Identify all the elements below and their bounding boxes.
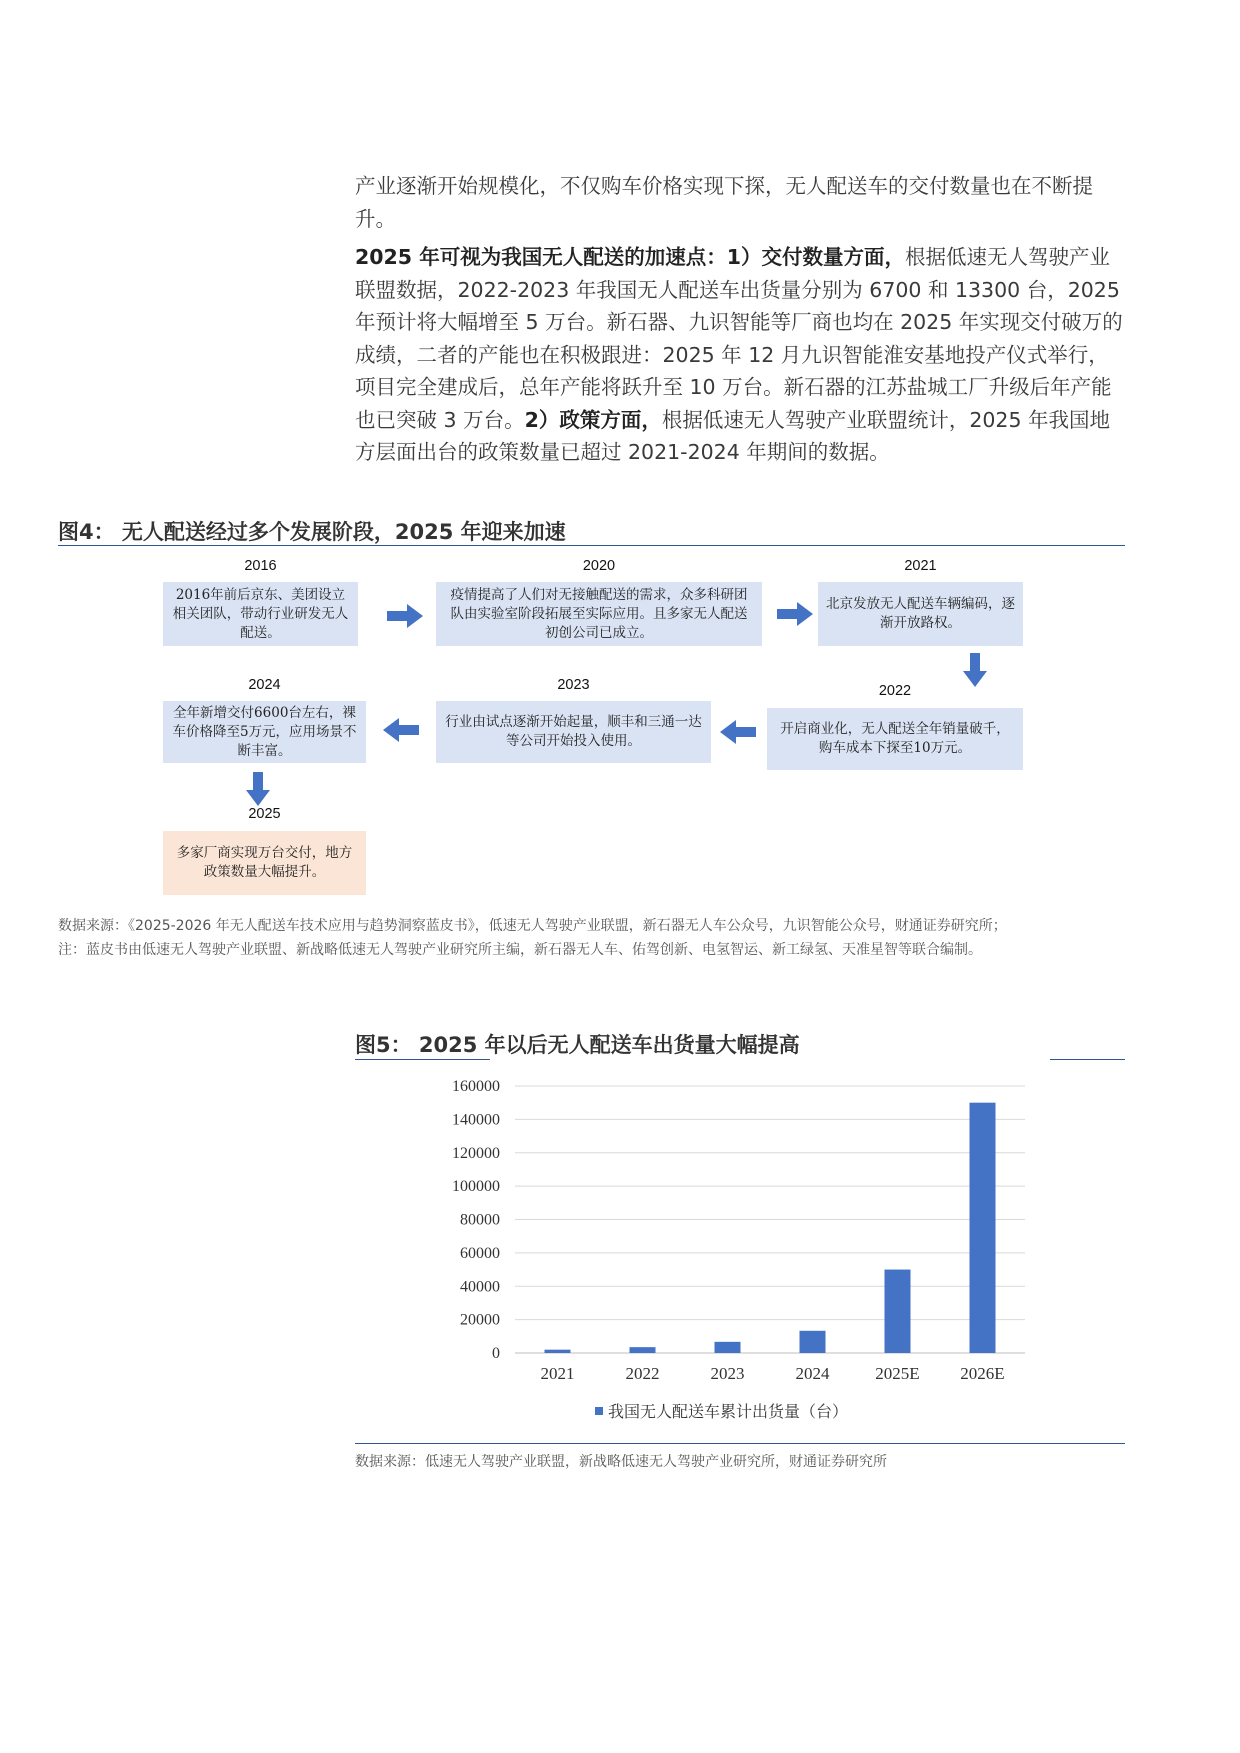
bar-2022: [630, 1347, 656, 1353]
y-tick-label: 80000: [460, 1211, 500, 1229]
paragraph-intro: 产业逐渐开始规模化，不仅购车价格实现下探，无人配送车的交付数量也在不断提升。: [355, 174, 1093, 231]
y-tick-label: 40000: [460, 1278, 500, 1296]
chart-x-ticks: [541, 1364, 1005, 1383]
y-tick-label: 140000: [452, 1111, 500, 1129]
x-tick-label: 2021: [540, 1364, 575, 1383]
stage-box-2020: 疫情提高了人们对无接触配送的需求，众多科研团队由实验室阶段拓展至实际应用。且多家无人配送初创公司已成立。: [436, 582, 762, 646]
stage-year-2022: 2022: [878, 683, 912, 699]
paragraph-text-b: 根据低速无人驾驶产业联盟统计，2025 年我国地方层面出台的政策数量已超过 2021-2024 年期间的数据。: [355, 407, 1111, 464]
figure5-bottom-rule: [355, 1443, 1125, 1444]
stage-year-2021: 2021: [904, 558, 937, 574]
paragraph-text-a: 根据低速无人驾驶产业联盟数据，2022-2023 年我国无人配送车出货量分别为 6700 和 13300 台，2025 年预计将大幅增至 5 万台。新石器、九识智能等厂商也均在 2025 年实现交付破万的成绩，二者的产能也在积极跟进：2025 年 12 月九识智能淮安基地投产仪式举行，项目完全建成后，总年产能将跃升至 10 万台。新石器的江苏盐城工厂升级后年产能也已突破 3 万台。: [355, 245, 1123, 432]
y-tick-label: 100000: [452, 1178, 500, 1196]
arrow-right-icon: [777, 602, 813, 626]
arrow-down-icon: [246, 772, 270, 806]
y-tick-label: 0: [492, 1345, 500, 1362]
chart-y-ticks: [452, 1078, 500, 1362]
stage-year-2016: 2016: [244, 558, 277, 574]
x-tick-label: 2022: [625, 1364, 660, 1383]
paragraph-bold-lead: 2025 年可视为我国无人配送的加速点：1）交付数量方面，: [355, 245, 905, 269]
y-tick-label: 20000: [460, 1311, 500, 1329]
bar-2021: [545, 1350, 571, 1353]
arrow-left-icon: [383, 718, 419, 742]
stage-box-2023: 行业由试点逐渐开始起量，顺丰和三通一达等公司开始投入使用。: [436, 701, 711, 763]
bar-2026E: [970, 1103, 996, 1353]
figure5-source: 数据来源：低速无人驾驶产业联盟，新战略低速无人驾驶产业研究所，财通证券研究所: [355, 1454, 887, 1470]
stage-box-2025: 多家厂商实现万台交付，地方政策数量大幅提升。: [163, 831, 366, 895]
paragraph-acceleration: [355, 241, 1125, 469]
stage-box-2016: 2016年前后京东、美团设立相关团队，带动行业研发无人配送。: [163, 582, 358, 646]
figure4-title: 图4： 无人配送经过多个发展阶段，2025 年迎来加速: [58, 520, 566, 544]
figure4-source: 数据来源：《2025-2026 年无人配送车技术应用与趋势洞察蓝皮书》，低速无人驾驶产业联盟，新石器无人车公众号，九识智能公众号，财通证券研究所；: [58, 918, 1007, 934]
stage-box-2024: 全年新增交付6600台左右，裸车价格降至5万元，应用场景不断丰富。: [163, 701, 366, 763]
figure4-note: 注：蓝皮书由低速无人驾驶产业联盟、新战略低速无人驾驶产业研究所主编，新石器无人车、佑驾创新、电氢智运、新工绿氢、天准星智等联合编制。: [58, 942, 982, 958]
x-tick-label: 2026E: [960, 1364, 1005, 1383]
legend-swatch: [595, 1407, 603, 1415]
arrow-left-icon: [720, 720, 756, 744]
figure5-title-rule-left: [355, 1059, 490, 1060]
bar-2025E: [885, 1270, 911, 1353]
chart-gridlines: [515, 1086, 1025, 1353]
arrow-down-icon: [963, 653, 987, 687]
bar-2024: [800, 1331, 826, 1353]
figure5-chart: [355, 1062, 1125, 1442]
x-tick-label: 2023: [710, 1364, 745, 1383]
y-tick-label: 160000: [452, 1078, 500, 1095]
bar-2023: [715, 1342, 741, 1353]
figure5-title: 图5： 2025 年以后无人配送车出货量大幅提高: [355, 1033, 800, 1057]
stage-year-2025: 2025: [248, 806, 281, 822]
figure5-title-rule-right: [1050, 1059, 1125, 1060]
y-tick-label: 120000: [452, 1144, 500, 1162]
stage-year-2023: 2023: [557, 677, 590, 693]
stage-year-2024: 2024: [248, 677, 281, 693]
y-tick-label: 60000: [460, 1244, 500, 1262]
x-tick-label: 2025E: [875, 1364, 920, 1383]
figure4-title-rule: [58, 545, 1125, 546]
paragraph-bold-mid: 2）政策方面，: [524, 407, 662, 432]
x-tick-label: 2024: [795, 1364, 830, 1383]
arrow-right-icon: [387, 604, 423, 628]
legend-label: 我国无人配送车累计出货量（台）: [608, 1404, 849, 1421]
chart-bars: [545, 1103, 996, 1353]
stage-box-2021: 北京发放无人配送车辆编码，逐渐开放路权。: [818, 582, 1023, 646]
stage-box-2022: 开启商业化，无人配送全年销量破千，购车成本下探至10万元。: [767, 708, 1023, 770]
chart-legend: [595, 1403, 848, 1421]
stage-year-2020: 2020: [582, 558, 616, 574]
